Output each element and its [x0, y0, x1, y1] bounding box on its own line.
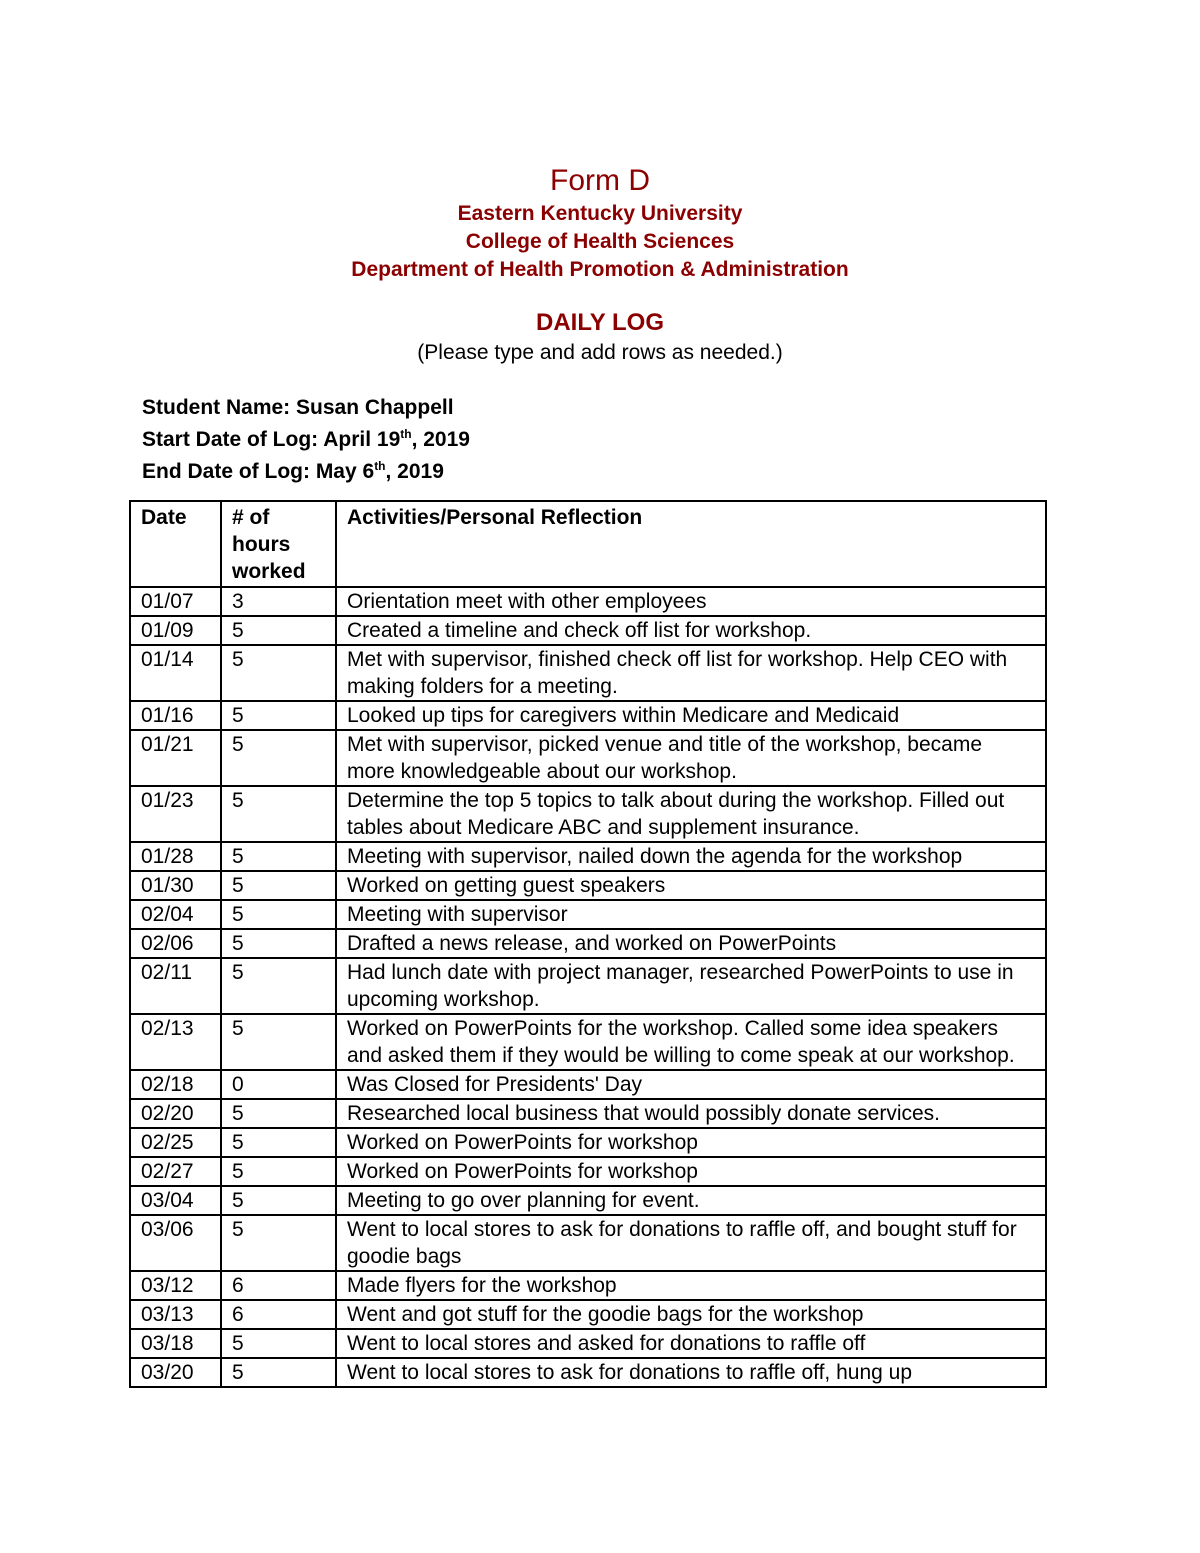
cell-date: 02/13 — [130, 1014, 221, 1070]
cell-date: 01/09 — [130, 616, 221, 645]
cell-hours: 5 — [221, 645, 336, 701]
cell-date: 01/21 — [130, 730, 221, 786]
table-row — [130, 929, 1046, 958]
table-row — [130, 730, 1046, 786]
cell-date: 03/18 — [130, 1329, 221, 1358]
table-row — [130, 1128, 1046, 1157]
cell-activity: Meeting with supervisor — [336, 900, 1046, 929]
cell-date: 01/07 — [130, 587, 221, 616]
table-row — [130, 1014, 1046, 1070]
start-date-year: , 2019 — [411, 428, 470, 451]
cell-date: 03/06 — [130, 1215, 221, 1271]
start-date-suffix: th — [400, 427, 412, 441]
cell-hours: 5 — [221, 616, 336, 645]
cell-hours: 3 — [221, 587, 336, 616]
form-header — [0, 162, 1200, 368]
cell-activity: Created a timeline and check off list for workshop. — [336, 616, 1046, 645]
end-date-year: , 2019 — [385, 460, 444, 483]
cell-hours: 5 — [221, 1014, 336, 1070]
cell-date: 01/28 — [130, 842, 221, 871]
university-name: Eastern Kentucky University — [457, 202, 743, 225]
cell-date: 01/30 — [130, 871, 221, 900]
column-header-activities: Activities/Personal Reflection — [336, 501, 1046, 587]
cell-activity: Worked on PowerPoints for the workshop. Called some idea speakers and asked them if they would be willing to come speak at our workshop. — [336, 1014, 1046, 1070]
cell-activity: Met with supervisor, finished check off list for workshop. Help CEO with making folders for a meeting. — [336, 645, 1046, 701]
daily-log-table — [129, 500, 1047, 1388]
cell-activity: Researched local business that would possibly donate services. — [336, 1099, 1046, 1128]
table-row — [130, 1186, 1046, 1215]
cell-activity: Worked on PowerPoints for workshop — [336, 1157, 1046, 1186]
table-row — [130, 1329, 1046, 1358]
end-date-suffix: th — [374, 459, 386, 473]
cell-activity: Meeting to go over planning for event. — [336, 1186, 1046, 1215]
cell-date: 03/20 — [130, 1358, 221, 1387]
table-row — [130, 842, 1046, 871]
table-header-row — [130, 501, 1046, 587]
table-row — [130, 616, 1046, 645]
cell-date: 03/13 — [130, 1300, 221, 1329]
form-title: Form D — [550, 164, 650, 197]
cell-hours: 5 — [221, 871, 336, 900]
cell-hours: 5 — [221, 842, 336, 871]
cell-activity: Orientation meet with other employees — [336, 587, 1046, 616]
start-date-text: Start Date of Log: April 19 — [142, 428, 401, 451]
cell-date: 03/04 — [130, 1186, 221, 1215]
cell-hours: 5 — [221, 958, 336, 1014]
start-date — [142, 421, 470, 453]
cell-hours: 5 — [221, 1186, 336, 1215]
cell-activity: Worked on PowerPoints for workshop — [336, 1128, 1046, 1157]
cell-hours: 5 — [221, 1329, 336, 1358]
table-row — [130, 786, 1046, 842]
instructions-note: (Please type and add rows as needed.) — [417, 341, 783, 364]
cell-activity: Looked up tips for caregivers within Medicare and Medicaid — [336, 701, 1046, 730]
cell-hours: 5 — [221, 1099, 336, 1128]
cell-date: 02/20 — [130, 1099, 221, 1128]
table-row — [130, 1300, 1046, 1329]
table-row — [130, 1358, 1046, 1387]
cell-activity: Made flyers for the workshop — [336, 1271, 1046, 1300]
cell-activity: Had lunch date with project manager, researched PowerPoints to use in upcoming workshop. — [336, 958, 1046, 1014]
cell-hours: 5 — [221, 1358, 336, 1387]
table-row — [130, 958, 1046, 1014]
cell-hours: 5 — [221, 730, 336, 786]
log-title: DAILY LOG — [535, 309, 665, 336]
student-info — [142, 394, 470, 485]
table-row — [130, 1271, 1046, 1300]
cell-date: 02/25 — [130, 1128, 221, 1157]
cell-date: 02/18 — [130, 1070, 221, 1099]
cell-hours: 5 — [221, 900, 336, 929]
cell-activity: Went to local stores to ask for donations to raffle off, hung up — [336, 1358, 1046, 1387]
table-row — [130, 1157, 1046, 1186]
cell-hours: 5 — [221, 929, 336, 958]
table-row — [130, 871, 1046, 900]
table-row — [130, 1099, 1046, 1128]
cell-activity: Determine the top 5 topics to talk about during the workshop. Filled out tables about Medicare ABC and supplement insurance. — [336, 786, 1046, 842]
end-date-text: End Date of Log: May 6 — [142, 460, 375, 483]
cell-hours: 5 — [221, 1157, 336, 1186]
cell-activity: Went to local stores to ask for donations to raffle off, and bought stuff for goodie bags — [336, 1215, 1046, 1271]
cell-activity: Meeting with supervisor, nailed down the agenda for the workshop — [336, 842, 1046, 871]
cell-activity: Went to local stores and asked for donations to raffle off — [336, 1329, 1046, 1358]
cell-date: 01/23 — [130, 786, 221, 842]
cell-date: 03/12 — [130, 1271, 221, 1300]
cell-date: 01/16 — [130, 701, 221, 730]
cell-hours: 5 — [221, 1215, 336, 1271]
table-row — [130, 1215, 1046, 1271]
student-name: Student Name: Susan Chappell — [142, 396, 454, 419]
department-name: Department of Health Promotion & Administration — [351, 258, 849, 281]
column-header-hours: # of hours worked — [221, 501, 336, 587]
cell-hours: 5 — [221, 1128, 336, 1157]
college-name: College of Health Sciences — [465, 230, 735, 253]
cell-hours: 5 — [221, 786, 336, 842]
table-row — [130, 900, 1046, 929]
cell-activity: Was Closed for Presidents' Day — [336, 1070, 1046, 1099]
cell-date: 02/27 — [130, 1157, 221, 1186]
column-header-date: Date — [130, 501, 221, 587]
cell-hours: 0 — [221, 1070, 336, 1099]
cell-date: 02/11 — [130, 958, 221, 1014]
cell-activity: Worked on getting guest speakers — [336, 871, 1046, 900]
table-row — [130, 701, 1046, 730]
table-row — [130, 645, 1046, 701]
table-body — [130, 587, 1046, 1387]
cell-date: 01/14 — [130, 645, 221, 701]
cell-activity: Went and got stuff for the goodie bags for the workshop — [336, 1300, 1046, 1329]
cell-activity: Drafted a news release, and worked on PowerPoints — [336, 929, 1046, 958]
table-row — [130, 1070, 1046, 1099]
cell-hours: 6 — [221, 1271, 336, 1300]
end-date — [142, 453, 470, 485]
cell-hours: 5 — [221, 701, 336, 730]
cell-date: 02/06 — [130, 929, 221, 958]
cell-date: 02/04 — [130, 900, 221, 929]
table-row — [130, 587, 1046, 616]
cell-activity: Met with supervisor, picked venue and title of the workshop, became more knowledgeable about our workshop. — [336, 730, 1046, 786]
cell-hours: 6 — [221, 1300, 336, 1329]
